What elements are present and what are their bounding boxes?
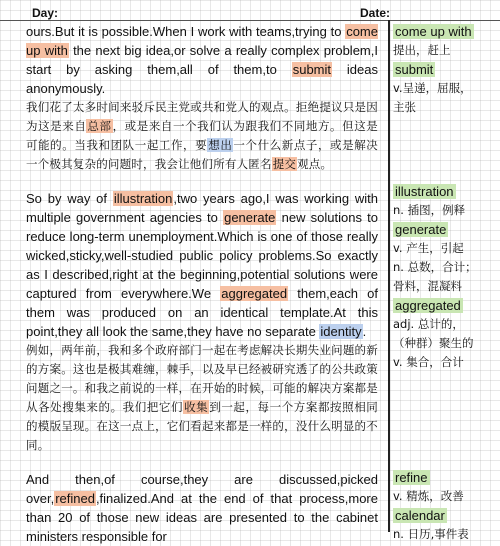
highlighted-word: generate	[224, 210, 276, 225]
paragraph-gap	[26, 455, 378, 470]
vocab-definition: 提出，赶上	[393, 43, 451, 57]
vocab-definition: 主张	[393, 100, 416, 114]
chinese-translation: 例如，两年前，我和多个政府部门一起在考虑解决长期失业问题的新的方案。这也是极其难缠，棘手，以及早已经被研究透了的公共政策问题之一。和我之前说的一样，在开始的时候，可能的解决方案都是从各处搜集来的。我们把它们收集到一起，每一个方案都按照相同的模版呈现。在这一点上，它们看起来都是一样的，没什么明显的不同。	[26, 343, 378, 452]
vocab-term: refine	[395, 470, 428, 485]
vocab-definition: n. 插图，例释	[393, 203, 466, 217]
vocab-term: aggregated	[395, 298, 461, 313]
vocab-gap	[393, 117, 497, 182]
vocab-term: generate	[395, 222, 447, 237]
vocab-definition: v. 精炼，改善	[393, 489, 464, 503]
column-divider	[388, 20, 390, 532]
date-label: Date:	[360, 6, 391, 20]
day-label: Day:	[32, 6, 59, 20]
highlighted-word: illustration	[113, 191, 173, 206]
vocab-definition: （种群）聚生的	[393, 336, 474, 350]
vocab-definition: 骨料，混凝料	[393, 279, 462, 293]
vocab-definition: adj. 总计的，	[393, 317, 464, 331]
vocab-definition: v.呈递，屈服，	[393, 81, 472, 95]
highlighted-word: submit	[292, 62, 332, 77]
highlighted-word: refined	[55, 491, 95, 506]
english-paragraph: So by way of illustration,two years ago,I was working with multiple government agencies to generate new solutions to reduce long-term unemployment.Which is one of those really wicked,sticky,well-studied public policy problems.So exactly as I described,right at the beginning,potential solutions were captured from everywhere.We aggregated them,each of them was produced on an identical template.At this point,they all look the same,they have no separate identity.	[26, 191, 378, 339]
english-paragraph: ours.But it is possible.When I work with teams,trying to come up with the next big idea,or solve a really complex problem,I start by asking them,all of them,to submit ideas anonymously.	[26, 24, 378, 96]
vocab-definition: n. 总数，合计；	[393, 260, 477, 274]
highlighted-word: 想出	[208, 138, 233, 152]
vocab-gap	[393, 372, 497, 468]
vocab-term: illustration	[395, 184, 454, 199]
highlighted-word: come up with	[26, 24, 378, 58]
highlighted-word: aggregated	[221, 286, 288, 301]
highlighted-word: 提交	[272, 157, 297, 171]
chinese-translation: 我们花了太多时间来驳斥民主党或共和党人的观点。拒绝提议只是因为这是来自总部，或是来自一个我们认为跟我们不同地方。但这是可能的。当我和团队一起工作，要想出一个什么新点子，或是解决一个极其复杂的问题时，我会让他们所有人匿名提交观点。	[26, 100, 379, 171]
main-text-column	[26, 22, 378, 546]
highlighted-word: identity	[320, 324, 362, 339]
paragraph-gap	[26, 174, 378, 189]
page-header	[0, 0, 500, 21]
vocab-definition: v. 产生，引起	[393, 241, 464, 255]
vocab-definition: v. 集合，合计	[393, 355, 464, 369]
vocab-term: calendar	[395, 508, 445, 523]
vocab-definition: n. 日历,事件表	[393, 527, 469, 541]
highlighted-word: 收集	[184, 400, 209, 414]
vocab-term: submit	[395, 62, 434, 77]
vocab-term: come up with	[395, 24, 472, 39]
highlighted-word: 总部	[87, 119, 112, 133]
english-paragraph: And then,of course,they are discussed,picked over,refined,finalized.And at the end of that process,more than 20 of those new ideas are presented to the cabinet ministers responsible for	[26, 472, 378, 544]
vocabulary-column	[393, 22, 497, 544]
